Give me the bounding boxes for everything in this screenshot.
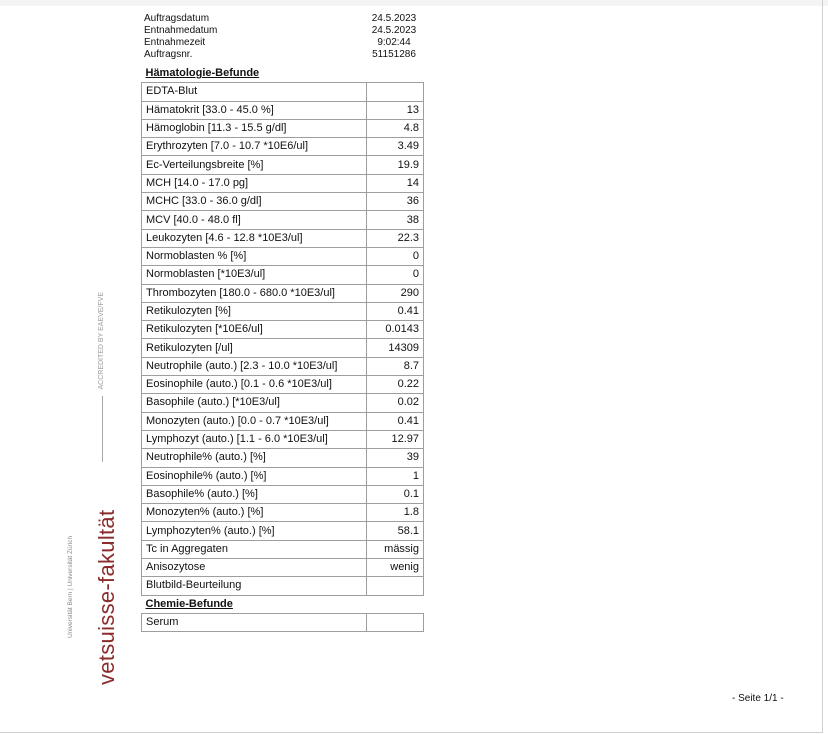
row-label: Hämatologie-Befunde: [145, 67, 260, 80]
table-row: [142, 522, 424, 540]
row-label: Blutbild-Beurteilung: [142, 577, 367, 595]
row-label: EDTA-Blut: [142, 83, 367, 101]
row-label: Anisozytose: [142, 559, 367, 577]
header-row-order-number: [144, 49, 424, 61]
row-value: 38: [367, 211, 424, 229]
row-value: 12.97: [367, 430, 424, 448]
row-value: [367, 83, 424, 101]
table-row: [142, 284, 424, 302]
row-value: 0.0143: [367, 321, 424, 339]
row-label: Leukozyten [4.6 - 12.8 *10E3/ul]: [142, 229, 367, 247]
row-label: Eosinophile% (auto.) [%]: [142, 467, 367, 485]
table-row: [142, 266, 424, 284]
logo-wordmark: vetsuisse-fakultät: [94, 509, 119, 685]
row-label: Tc in Aggregaten: [142, 540, 367, 558]
row-value: [367, 613, 424, 631]
row-label: Lymphozyten% (auto.) [%]: [142, 522, 367, 540]
table-row: [142, 449, 424, 467]
table-row: [142, 138, 424, 156]
row-value: 8.7: [367, 357, 424, 375]
order-header: [144, 13, 424, 61]
accreditation-text: ACCREDITED BY EAEVE/FVE: [98, 292, 105, 390]
row-label: Retikulozyten [%]: [142, 302, 367, 320]
header-label: Auftragsdatum: [144, 13, 210, 24]
row-label: Neutrophile (auto.) [2.3 - 10.0 *10E3/ul]: [142, 357, 367, 375]
table-row: [142, 559, 424, 577]
row-label: Normoblasten % [%]: [142, 247, 367, 265]
table-row: [142, 577, 424, 595]
row-label: Hämatokrit [33.0 - 45.0 %]: [142, 101, 367, 119]
header-value: 24.5.2023: [371, 13, 417, 24]
row-label: Retikulozyten [*10E6/ul]: [142, 321, 367, 339]
row-value: 19.9: [367, 156, 424, 174]
table-row: [142, 357, 424, 375]
header-row-sample-time: [144, 37, 424, 49]
row-label: MCH [14.0 - 17.0 pg]: [142, 174, 367, 192]
accreditation-mark: [97, 292, 107, 462]
table-row: [142, 504, 424, 522]
row-label: Retikulozyten [/ul]: [142, 339, 367, 357]
header-label: Auftragsnr.: [144, 49, 193, 60]
table-row: [142, 339, 424, 357]
table-row: [142, 467, 424, 485]
row-label: Hämoglobin [11.3 - 15.5 g/dl]: [142, 119, 367, 137]
header-value: 24.5.2023: [371, 25, 417, 36]
table-row: [142, 376, 424, 394]
table-row: [142, 229, 424, 247]
row-value: [367, 595, 424, 613]
accreditation-rule: [102, 396, 103, 462]
row-label: Basophile% (auto.) [%]: [142, 485, 367, 503]
row-value: 3.49: [367, 138, 424, 156]
table-row: [142, 540, 424, 558]
page-number: - Seite 1/1 -: [732, 693, 784, 704]
row-value: 0.02: [367, 394, 424, 412]
row-value: 22.3: [367, 229, 424, 247]
row-value: wenig: [367, 559, 424, 577]
row-value: 13: [367, 101, 424, 119]
table-row: [142, 119, 424, 137]
row-label: Erythrozyten [7.0 - 10.7 *10E6/ul]: [142, 138, 367, 156]
row-value: 0: [367, 266, 424, 284]
logo-subtitle: Universität Bern | Universität Zürich: [67, 535, 74, 638]
row-value: 36: [367, 193, 424, 211]
header-label: Entnahmedatum: [144, 25, 218, 36]
row-value: 14309: [367, 339, 424, 357]
row-value: 0: [367, 247, 424, 265]
header-row-sample-date: [144, 25, 424, 37]
row-value: 4.8: [367, 119, 424, 137]
row-value: [367, 577, 424, 595]
row-label: MCHC [33.0 - 36.0 g/dl]: [142, 193, 367, 211]
row-label: Eosinophile (auto.) [0.1 - 0.6 *10E3/ul]: [142, 376, 367, 394]
row-label: Basophile (auto.) [*10E3/ul]: [142, 394, 367, 412]
table-row: [142, 613, 424, 631]
row-label: Ec-Verteilungsbreite [%]: [142, 156, 367, 174]
row-label: Normoblasten [*10E3/ul]: [142, 266, 367, 284]
results-table: [141, 65, 424, 632]
row-value: 0.1: [367, 485, 424, 503]
row-label: MCV [40.0 - 48.0 fl]: [142, 211, 367, 229]
row-label: Monozyten (auto.) [0.0 - 0.7 *10E3/ul]: [142, 412, 367, 430]
table-row: [142, 485, 424, 503]
table-row: [142, 101, 424, 119]
row-value: 0.41: [367, 302, 424, 320]
table-row: [142, 321, 424, 339]
table-row: [142, 156, 424, 174]
row-label: Neutrophile% (auto.) [%]: [142, 449, 367, 467]
table-row: [142, 412, 424, 430]
row-value: [367, 65, 424, 83]
row-value: 0.22: [367, 376, 424, 394]
table-row: [142, 302, 424, 320]
header-value: 9:02:44: [377, 37, 411, 48]
table-row: [142, 430, 424, 448]
row-value: 14: [367, 174, 424, 192]
table-row: [142, 247, 424, 265]
header-label: Entnahmezeit: [144, 37, 206, 48]
table-row: [142, 83, 424, 101]
row-label: Monozyten% (auto.) [%]: [142, 504, 367, 522]
row-value: 39: [367, 449, 424, 467]
row-value: mässig: [367, 540, 424, 558]
row-label: Chemie-Befunde: [145, 597, 233, 610]
row-value: 58.1: [367, 522, 424, 540]
row-value: 1.8: [367, 504, 424, 522]
row-label: Serum: [142, 613, 367, 631]
table-row: [142, 174, 424, 192]
row-label: Lymphozyt (auto.) [1.1 - 6.0 *10E3/ul]: [142, 430, 367, 448]
table-row: [142, 394, 424, 412]
row-label: Thrombozyten [180.0 - 680.0 *10E3/ul]: [142, 284, 367, 302]
header-row-order-date: [144, 13, 424, 25]
row-value: 0.41: [367, 412, 424, 430]
header-value: 51151286: [372, 49, 416, 60]
section-heading-hematology: [142, 65, 424, 83]
table-row: [142, 193, 424, 211]
vetsuisse-logo: [67, 485, 119, 685]
row-value: 1: [367, 467, 424, 485]
row-value: 290: [367, 284, 424, 302]
section-heading-chemistry: [142, 595, 424, 613]
table-row: [142, 211, 424, 229]
